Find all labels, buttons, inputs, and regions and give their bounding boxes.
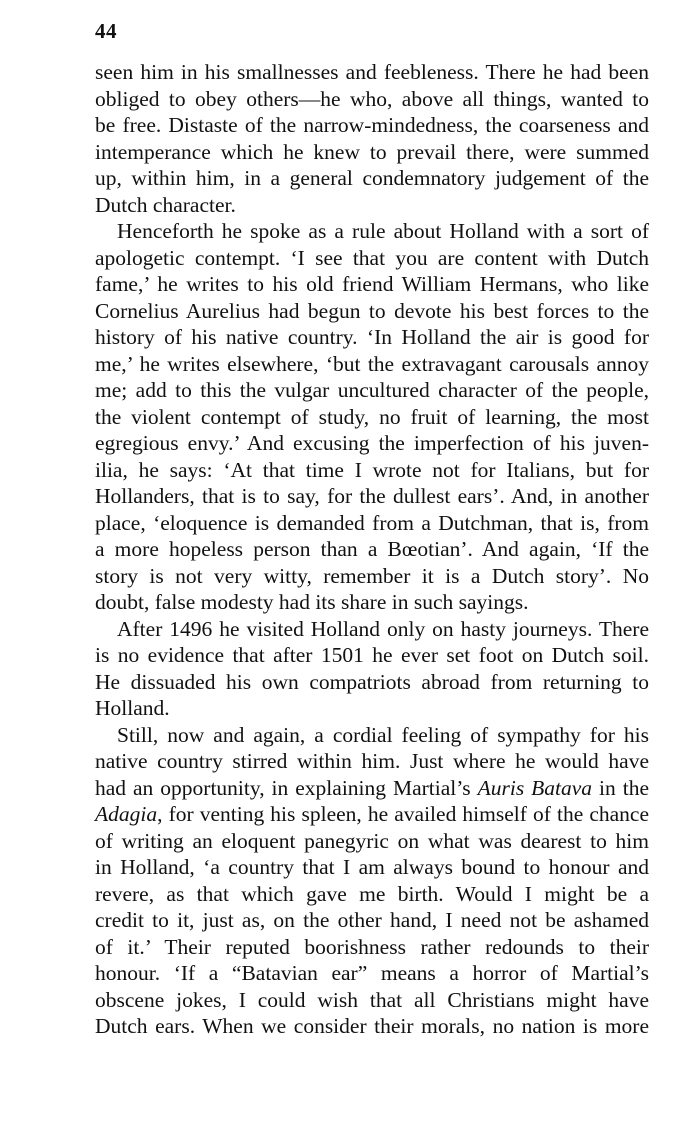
text-line: credit to it, just as, on the other hand, I need not be ashamed xyxy=(95,908,649,932)
text-line: in Holland, ‘a country that I am always bound to honour and xyxy=(95,855,649,879)
text-line: intemperance which he knew to prevail there, were summed xyxy=(95,139,649,164)
text-line: ilia, he says: ‘At that time I wrote not for Italians, but for xyxy=(95,457,649,482)
text-line: Henceforth he spoke as a rule about Holland with a sort of xyxy=(117,219,649,243)
text-line: doubt, false modesty had its share in such sayings. xyxy=(95,590,529,614)
text-line: up, within him, in a general condemnatory judgement of the xyxy=(95,166,649,190)
text-line: Hollanders, that is to say, for the dullest ears’. And, in another xyxy=(95,484,649,508)
text-line: story is not very witty, remember it is a Dutch story’. No xyxy=(95,563,649,588)
paragraph xyxy=(95,616,649,722)
italic-phrase: Auris Batava xyxy=(477,775,593,800)
text-line: Holland. xyxy=(95,696,170,720)
text-line: of it.’ Their reputed boorishness rather redounds to their xyxy=(95,934,649,959)
text-line: the violent contempt of study, no fruit of learning, the most xyxy=(95,404,649,429)
text-line: Still, now and again, a cordial feeling of sympathy for his xyxy=(117,722,649,747)
text-line: apologetic contempt. ‘I see that you are content with Dutch xyxy=(95,245,649,270)
text-line: seen him in his smallnesses and feebleness. There he had been xyxy=(95,60,649,84)
text-line: had an opportunity, in explaining Martial’s Auris Batava in the xyxy=(95,775,649,800)
text-line: Dutch ears. When we consider their morals, no nation is more xyxy=(95,1014,649,1038)
text-line: fame,’ he writes to his old friend William Hermans, who like xyxy=(95,272,649,296)
text-line: After 1496 he visited Holland only on hasty journeys. There xyxy=(117,616,649,641)
text-line: of writing an eloquent panegyric on what was dearest to him xyxy=(95,828,649,853)
paragraph xyxy=(95,59,649,218)
text-line: revere, as that which gave me birth. Would I might be a xyxy=(95,881,649,906)
text-line: native country stirred within him. Just where he would have xyxy=(95,749,649,773)
text-line: honour. ‘If a “Batavian ear” means a horror of Martial’s xyxy=(95,961,649,985)
text-line: is no evidence that after 1501 he ever set foot on Dutch soil. xyxy=(95,643,649,667)
text-line: Dutch character. xyxy=(95,192,236,217)
text-line: egregious envy.’ And excusing the imperfection of his juven- xyxy=(95,431,649,455)
text-line: He dissuaded his own compatriots abroad from returning to xyxy=(95,669,649,694)
text-line: place, ‘eloquence is demanded from a Dutchman, that is, from xyxy=(95,510,649,535)
text-line: history of his native country. ‘In Holland the air is good for xyxy=(95,325,649,349)
text-line: me; add to this the vulgar uncultured character of the people, xyxy=(95,378,649,402)
text-line: be free. Distaste of the narrow-mindedness, the coarseness and xyxy=(95,113,649,137)
text-line: me,’ he writes elsewhere, ‘but the extravagant carousals annoy xyxy=(95,351,649,376)
body-text xyxy=(95,59,649,1040)
text-line: Cornelius Aurelius had begun to devote his best forces to the xyxy=(95,298,649,323)
text-line: Adagia, for venting his spleen, he availed himself of the chance xyxy=(95,802,649,826)
text-line: a more hopeless person than a Bœotian’. And again, ‘If the xyxy=(95,537,649,561)
page-number: 44 xyxy=(95,19,117,43)
paragraph xyxy=(95,218,649,616)
text-line: obscene jokes, I could wish that all Christians might have xyxy=(95,987,649,1012)
italic-phrase: Adagia xyxy=(95,802,158,826)
text-line: obliged to obey others—he who, above all things, wanted to xyxy=(95,86,649,111)
paragraph xyxy=(95,722,649,1040)
